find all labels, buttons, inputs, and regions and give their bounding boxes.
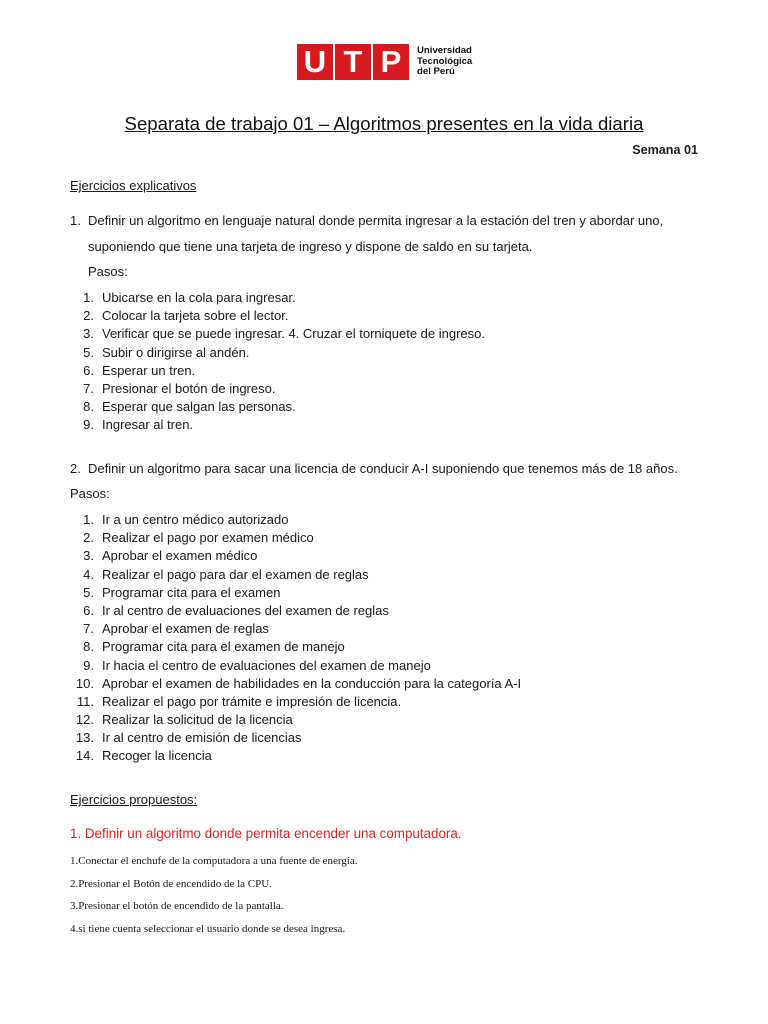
answer-item: 1.Conectar el enchufe de la computadora a una fuente de energía. [70, 855, 358, 867]
step-text: Esperar que salgan las personas. [102, 399, 296, 415]
step-text: Ingresar al tren. [102, 417, 194, 433]
logo-letter-t: T [335, 44, 371, 80]
exercise-text: Definir un algoritmo para sacar una licencia de conducir A-I suponiendo que tenemos más de 18 años. [88, 461, 678, 476]
exercise-number: 2. [70, 461, 81, 476]
exercise-2-statement [70, 460, 678, 478]
step-item [70, 344, 485, 362]
step-number: 3. [83, 326, 94, 342]
step-item [70, 602, 521, 620]
step-text: Programar cita para el examen [102, 584, 281, 600]
exercise-number: 1. [70, 213, 81, 228]
step-item [70, 747, 521, 765]
exercise-1-pasos-label: Pasos: [88, 264, 128, 279]
step-text: Aprobar el examen médico [102, 548, 258, 564]
step-text: Subir o dirigirse al andén. [102, 344, 250, 360]
step-number: 8. [83, 399, 94, 415]
logo-university-name [417, 46, 472, 78]
exercise-2-steps [70, 511, 521, 766]
step-text: Recoger la licencia [102, 748, 212, 764]
step-text: Realizar el pago para dar el examen de reglas [102, 566, 369, 582]
step-number: 4. [83, 566, 94, 582]
exercise-text: Definir un algoritmo en lenguaje natural donde permita ingresar a la estación del tren y abordar uno, [88, 213, 664, 228]
step-item [70, 325, 485, 343]
step-number: 1. [83, 512, 94, 527]
step-item [70, 362, 485, 380]
exercise-1-statement [70, 212, 663, 230]
step-number: 10. [75, 675, 94, 691]
answer-item: 4.si tiene cuenta seleccionar el usuario donde se desea ingresa. [70, 922, 346, 935]
step-text: Aprobar el examen de habilidades en la conducción para la categoría A-I [102, 675, 522, 691]
exercise-1-statement-continued: suponiendo que tiene una tarjeta de ingreso y dispone de saldo en su tarjeta. [88, 239, 533, 254]
step-item [70, 307, 485, 325]
step-number: 5. [83, 584, 94, 600]
step-number: 8. [83, 639, 94, 655]
step-text: Presionar el botón de ingreso. [102, 380, 276, 396]
step-text: Ir a un centro médico autorizado [102, 512, 289, 527]
step-text: Aprobar el examen de reglas [102, 621, 269, 637]
section-heading-propuestos: Ejercicios propuestos: [70, 792, 198, 807]
step-number: 6. [83, 362, 94, 378]
step-text: Realizar el pago por trámite e impresión de licencia. [102, 693, 402, 709]
step-item [70, 398, 485, 416]
step-number: 2. [83, 530, 94, 546]
step-item [70, 711, 521, 729]
step-number: 7. [83, 380, 94, 396]
logo-letter-p: P [373, 44, 409, 80]
answer-item: 3.Presionar el botón de encendido de la pantalla. [70, 900, 284, 913]
logo-text-line: del Perú [417, 66, 455, 78]
utp-logo [297, 44, 472, 80]
step-number: 7. [83, 621, 94, 637]
step-text: Realizar el pago por examen médico [102, 530, 314, 546]
step-text: Programar cita para el examen de manejo [102, 639, 345, 655]
section-heading-explicativos: Ejercicios explicativos [70, 178, 197, 193]
step-item [70, 620, 521, 638]
step-number: 12. [75, 712, 94, 728]
week-label: Semana 01 [632, 143, 698, 157]
logo-text-line: Universidad [417, 45, 472, 57]
step-text: Colocar la tarjeta sobre el lector. [102, 308, 289, 324]
step-number: 5. [83, 344, 94, 360]
step-number: 1. [83, 290, 94, 305]
step-item [70, 416, 485, 434]
step-number: 3. [83, 548, 94, 564]
step-item [70, 511, 521, 529]
proposed-question: 1. Definir un algoritmo donde permita encender una computadora. [70, 826, 462, 841]
step-number: 11. [76, 693, 94, 709]
step-item [70, 566, 521, 584]
step-item [70, 657, 521, 675]
step-item [70, 693, 521, 711]
step-text: Verificar que se puede ingresar. 4. Cruzar el torniquete de ingreso. [102, 326, 486, 342]
proposed-answers [70, 852, 358, 942]
step-text: Esperar un tren. [102, 362, 196, 378]
step-text: Ir al centro de evaluaciones del examen de reglas [102, 602, 389, 618]
step-number: 6. [83, 602, 94, 618]
document-title: Separata de trabajo 01 – Algoritmos presentes en la vida diaria [124, 113, 644, 134]
step-number: 9. [83, 657, 94, 673]
step-item [70, 289, 485, 307]
step-item [70, 675, 521, 693]
step-number: 2. [83, 308, 94, 324]
step-number: 13. [75, 730, 94, 746]
logo-text-line: Tecnológica [417, 55, 473, 67]
step-item [70, 529, 521, 547]
logo-letter-u: U [297, 44, 333, 80]
step-text: Realizar la solicitud de la licencia [102, 712, 293, 728]
exercise-2-pasos-label: Pasos: [70, 486, 110, 501]
exercise-1-steps [70, 289, 485, 435]
step-text: Ubicarse en la cola para ingresar. [102, 290, 296, 305]
step-text: Ir al centro de emisión de licencias [102, 730, 302, 746]
answer-item: 2.Presionar el Botón de encendido de la CPU. [70, 877, 272, 890]
step-item [70, 380, 485, 398]
step-item [70, 729, 521, 747]
step-item [70, 638, 521, 656]
step-item [70, 547, 521, 565]
step-item [70, 584, 521, 602]
step-number: 9. [83, 417, 94, 433]
step-text: Ir hacia el centro de evaluaciones del examen de manejo [102, 657, 431, 673]
step-number: 14. [75, 748, 94, 764]
